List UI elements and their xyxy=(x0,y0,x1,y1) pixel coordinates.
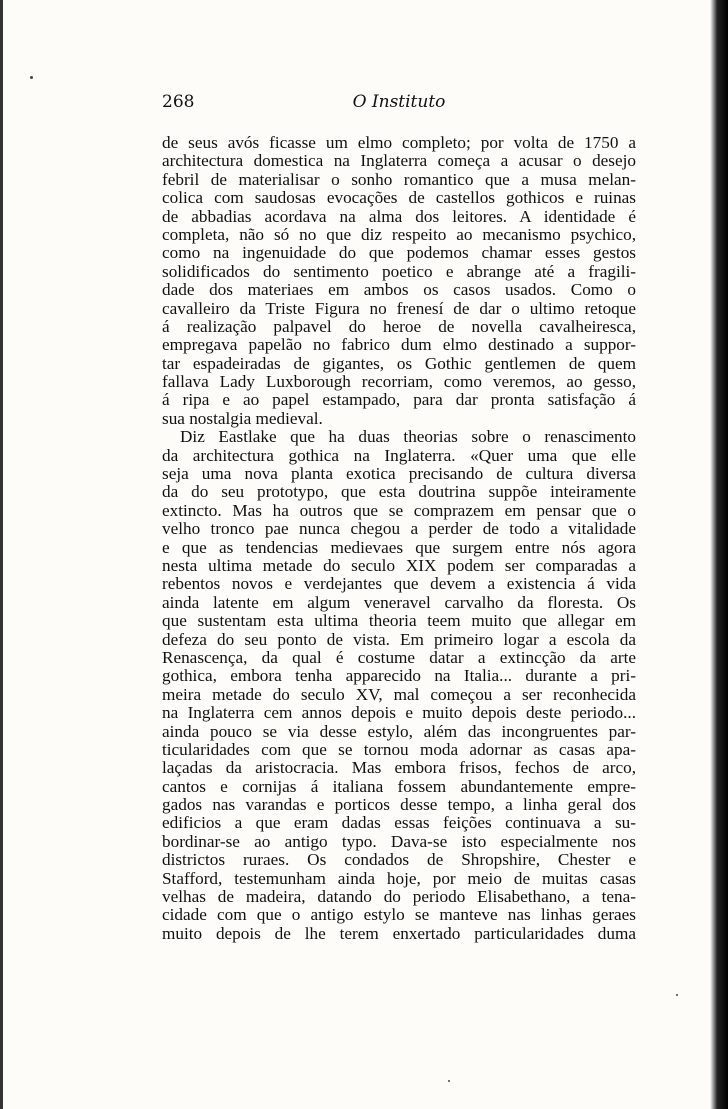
text-line: cidade com que o antigo estylo se manteve nas linhas geraes xyxy=(162,906,636,925)
text-line: á ripa e ao papel estampado, para dar pronta satisfação á xyxy=(162,391,636,410)
text-line: districtos ruraes. Os condados de Shropshire, Chester e xyxy=(162,851,636,870)
text-line: completa, não só no que diz respeito ao mecanismo psychico, xyxy=(162,225,636,244)
text-line: muito depois de lhe terem enxertado particularidades duma xyxy=(162,924,636,943)
text-line: extincto. Mas ha outros que se comprazem em pensar que o xyxy=(162,501,636,520)
text-line: Diz Eastlake que ha duas theorias sobre o renascimento xyxy=(180,428,636,447)
text-line: seja uma nova planta exotica precisando de cultura diversa xyxy=(162,465,636,484)
text-line: Renascença, da qual é costume datar a extincção da arte xyxy=(162,648,636,667)
text-line: dade dos materiaes em ambos os casos usados. Como o xyxy=(162,281,636,300)
text-line: da do seu prototypo, que esta doutrina suppõe inteiramente xyxy=(162,483,636,502)
text-line: fallava Lady Luxborough recorriam, como veremos, ao gesso, xyxy=(162,373,636,392)
text-line: defeza do seu ponto de vista. Em primeiro logar a escola da xyxy=(162,630,636,649)
text-line: na Inglaterra cem annos depois e muito depois deste periodo... xyxy=(162,704,636,723)
text-line: sua nostalgia medieval. xyxy=(162,409,323,428)
text-line: nesta ultima metade do seculo XIX podem ser comparadas a xyxy=(162,556,636,575)
text-line: ticularidades com que se tornou moda adornar as casas apa- xyxy=(162,740,636,759)
text-line: á realização palpavel do heroe de novella cavalheiresca, xyxy=(162,317,636,336)
text-line: tar espadeiradas de gigantes, os Gothic gentlemen de quem xyxy=(162,354,636,373)
body-text xyxy=(162,134,636,943)
text-line: velhas de madeira, datando do periodo Elisabethano, a tena- xyxy=(162,888,636,907)
text-line: ainda pouco se via desse estylo, além das incongruentes par- xyxy=(162,722,636,741)
print-speck xyxy=(30,76,33,79)
text-line: rebentos novos e verdejantes que devem a existencia á vida xyxy=(162,575,636,594)
page-left-edge xyxy=(0,0,3,1109)
text-line: cavalleiro da Triste Figura no frenesí de dar o ultimo retoque xyxy=(162,299,636,318)
text-line: colica com saudosas evocações de castellos gothicos e ruinas xyxy=(162,189,636,208)
text-line: que sustentam esta ultima theoria teem muito que allegar em xyxy=(162,612,636,631)
print-speck xyxy=(448,1080,450,1082)
text-line: laçadas da aristocracia. Mas embora frisos, fechos de arco, xyxy=(162,759,636,778)
text-line: bordinar-se ao antigo typo. Dava-se isto especialmente nos xyxy=(162,832,636,851)
running-title: O Instituto xyxy=(352,92,446,112)
text-line: febril de materialisar o sonho romantico que a musa melan- xyxy=(162,170,636,189)
text-line: como na ingenuidade do que podemos chamar esses gestos xyxy=(162,244,636,263)
page-number: 268 xyxy=(162,92,195,112)
text-line: meira metade do seculo XV, mal começou a ser reconhecida xyxy=(162,685,636,704)
page-right-edge-shadow xyxy=(710,0,728,1109)
text-line: e que as tendencias medievaes que surgem entre nós agora xyxy=(162,538,636,557)
text-line: empregava papelão no fabrico dum elmo destinado a suppor- xyxy=(162,336,636,355)
text-line: ainda latente em algum veneravel carvalho da floresta. Os xyxy=(162,593,636,612)
text-line: solidificados do sentimento poetico e abrange até a fragili- xyxy=(162,262,636,281)
text-line: architectura domestica na Inglaterra começa a acusar o desejo xyxy=(162,152,636,171)
text-line: de abbadias acordava na alma dos leitores. A identidade é xyxy=(162,207,636,226)
text-line: Stafford, testemunham ainda hoje, por meio de muitas casas xyxy=(162,869,636,888)
text-line: da architectura gothica na Inglaterra. «Quer uma que elle xyxy=(162,446,636,465)
text-line: gados nas varandas e porticos desse tempo, a linha geral dos xyxy=(162,796,636,815)
text-line: de seus avós ficasse um elmo completo; por volta de 1750 a xyxy=(162,134,636,152)
print-speck xyxy=(676,994,678,996)
text-line: edificios a que eram dadas essas feições continuava a su- xyxy=(162,814,636,833)
text-line: cantos e cornijas á italiana fossem abundantemente empre- xyxy=(162,777,636,796)
text-line: velho tronco pae nunca chegou a perder de todo a vitalidade xyxy=(162,520,636,539)
text-line: gothica, embora tenha apparecido na Italia... durante a pri- xyxy=(162,667,636,686)
page-header xyxy=(162,92,636,116)
